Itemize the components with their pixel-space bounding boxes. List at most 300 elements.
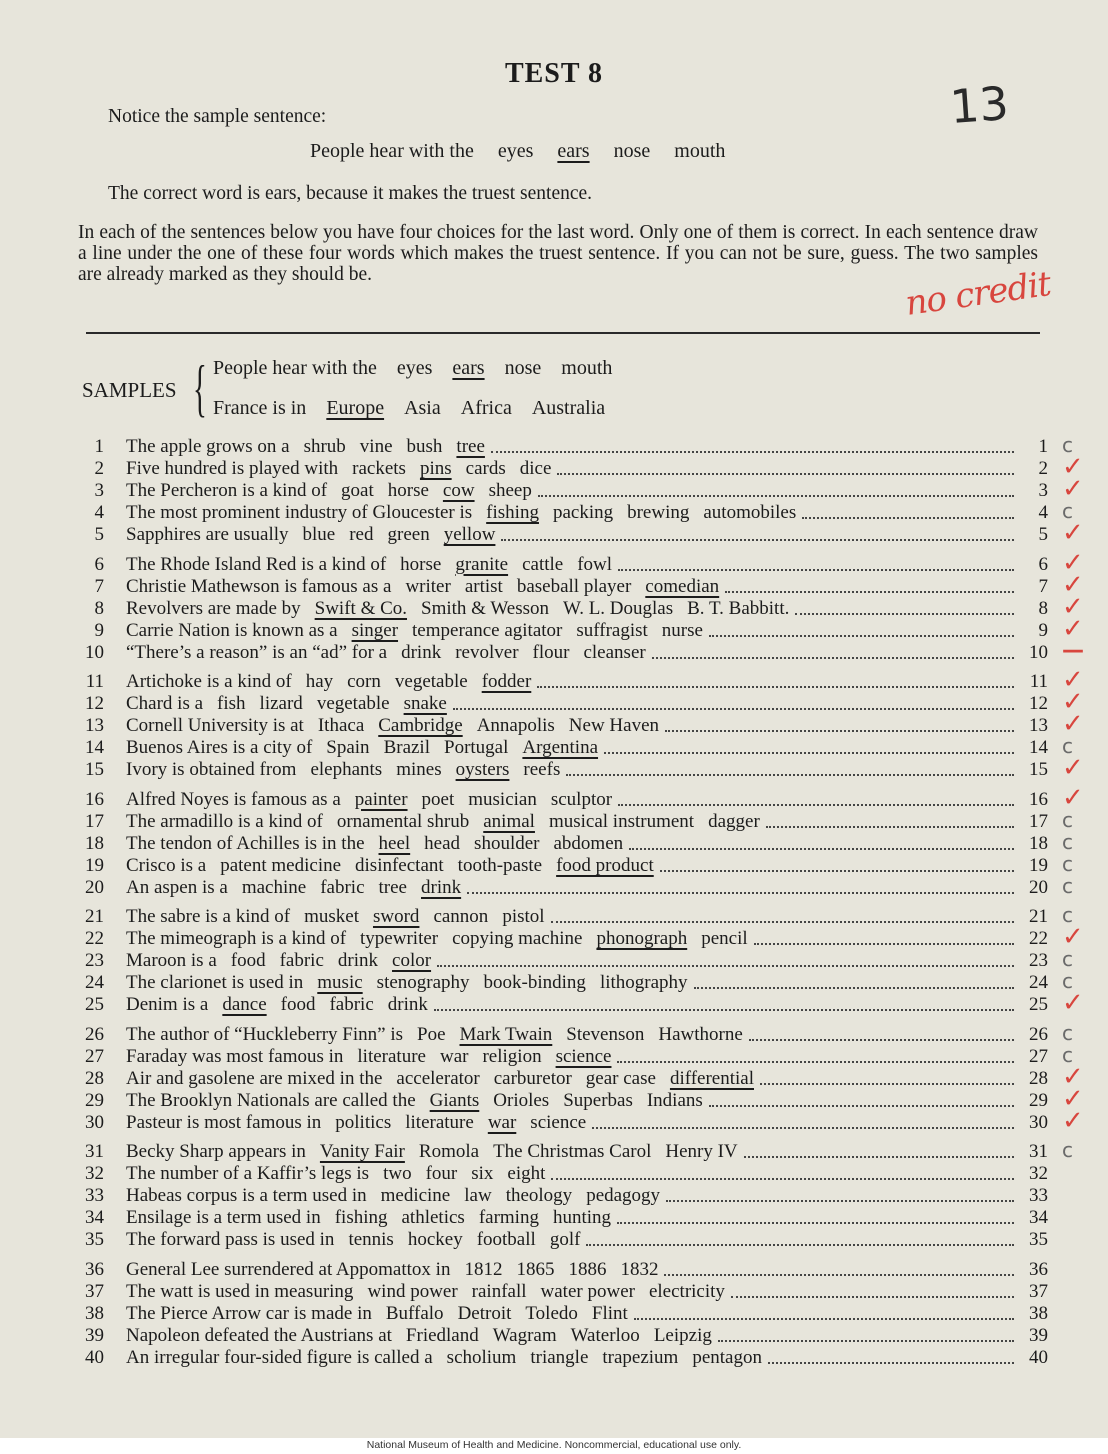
answer-choice[interactable]: fabric (279, 950, 324, 972)
test-item (78, 833, 1048, 855)
answer-choice[interactable]: triangle (530, 1346, 589, 1368)
dot-leader (434, 1009, 1014, 1011)
answer-choice[interactable]: medicine (380, 1185, 451, 1207)
answer-choice[interactable]: gear case (585, 1067, 656, 1089)
item-number-right: 24 (1029, 972, 1048, 994)
answer-choice[interactable]: tree (456, 436, 485, 457)
correct-word-note: The correct word is ears, because it makes the truest sentence. (108, 183, 593, 204)
answer-choice[interactable]: reefs (523, 759, 561, 781)
dot-leader (754, 943, 1014, 945)
answer-choice[interactable]: Asia (404, 397, 441, 419)
test-item (78, 877, 1048, 899)
answer-choice[interactable]: fish (217, 693, 246, 715)
sentence-stem: The Rhode Island Red is a kind of (126, 553, 387, 575)
item-number-right: 34 (1029, 1207, 1048, 1229)
answer-choice[interactable]: Leipzig (653, 1324, 712, 1346)
dot-leader (629, 848, 1014, 850)
dot-leader (617, 1061, 1014, 1063)
item-number: 5 (94, 524, 104, 546)
item-number-right: 31 (1029, 1141, 1048, 1162)
item-number: 7 (94, 575, 104, 597)
item-sentence (126, 436, 485, 458)
item-number: 18 (85, 832, 104, 854)
answer-choice[interactable]: Annapolis (476, 715, 555, 737)
answer-choice[interactable]: bush (406, 436, 443, 457)
answer-choice[interactable]: nurse (661, 619, 703, 641)
item-number: 17 (85, 810, 104, 832)
item-number: 6 (94, 553, 104, 575)
item-number: 37 (85, 1280, 104, 1302)
answer-choice[interactable]: poet (421, 788, 455, 810)
answer-choice[interactable]: football (476, 1229, 536, 1251)
answer-choice[interactable]: cleanser (583, 641, 646, 663)
answer-choice[interactable]: musician (468, 788, 537, 810)
check-mark-icon: ✓ (1062, 518, 1084, 549)
answer-choice[interactable]: baseball player (516, 575, 632, 597)
sentence-stem: The sabre is a kind of (126, 906, 291, 927)
answer-choice[interactable]: phonograph (596, 928, 688, 950)
answer-choice[interactable]: shoulder (474, 832, 540, 854)
item-sentence (126, 502, 796, 524)
answer-choice[interactable]: pistol (502, 906, 545, 927)
answer-choice[interactable]: W. L. Douglas (563, 597, 674, 619)
answer-choice[interactable]: Romola (418, 1141, 480, 1162)
answer-choice[interactable]: food (230, 950, 266, 972)
answer-choice[interactable]: eyes (497, 140, 534, 162)
item-number: 40 (85, 1346, 104, 1368)
answer-choice[interactable]: Toledo (525, 1302, 578, 1324)
answer-choice[interactable]: nose (613, 140, 651, 162)
answer-choice[interactable]: vegetable (394, 671, 468, 692)
check-mark-icon: ✓ (1062, 782, 1084, 813)
answer-choice[interactable]: lithography (599, 972, 688, 994)
item-sentence (126, 833, 623, 855)
answer-choice[interactable]: pentagon (692, 1346, 762, 1368)
answer-choice[interactable]: war (439, 1045, 469, 1067)
answer-choice[interactable]: 1812 (464, 1258, 503, 1280)
answer-choice[interactable]: granite (455, 553, 509, 575)
answer-choice[interactable]: packing (552, 502, 614, 524)
c-mark-icon: c (1062, 873, 1073, 898)
answer-choice[interactable]: Hawthorne (658, 1023, 743, 1045)
dot-leader (694, 987, 1014, 989)
dot-leader (453, 708, 1014, 710)
item-number: 31 (85, 1141, 104, 1162)
sentence-stem: The forward pass is used in (126, 1229, 335, 1251)
answer-choice[interactable]: war (487, 1111, 517, 1133)
answer-choice[interactable]: fabric (320, 876, 365, 898)
answer-choice[interactable]: theology (505, 1185, 573, 1207)
item-sentence (126, 1303, 628, 1325)
answer-choice[interactable]: temperance agitator (412, 619, 563, 641)
test-item (78, 1185, 1048, 1207)
answer-choice[interactable]: disinfectant (355, 854, 444, 876)
sentence-stem: People hear with the (213, 357, 377, 379)
answer-choice[interactable]: cannon (433, 906, 489, 927)
answer-choice[interactable]: goat (341, 480, 374, 502)
answer-choice[interactable]: typewriter (360, 928, 439, 950)
item-sentence (126, 480, 532, 502)
sentence-stem: Becky Sharp appears in (126, 1141, 306, 1162)
check-mark-icon: ✓ (1062, 687, 1084, 718)
sentence-stem: The clarionet is used in (126, 972, 304, 994)
item-number-right: 29 (1029, 1089, 1048, 1111)
item-number-right: 1 (1038, 436, 1048, 457)
answer-choice[interactable]: electricity (648, 1280, 725, 1302)
item-sentence (126, 1185, 660, 1207)
sentence-stem: Chard is a (126, 693, 204, 715)
answer-choice[interactable]: ornamental shrub (336, 810, 470, 832)
c-mark-icon: c (1062, 807, 1073, 832)
answer-choice[interactable]: law (464, 1185, 492, 1207)
item-sentence (126, 877, 461, 899)
answer-choice[interactable]: Poe (417, 1023, 446, 1045)
answer-choice[interactable]: differential (669, 1067, 754, 1089)
answer-choice[interactable]: 1832 (620, 1258, 659, 1280)
answer-choice[interactable]: artist (464, 575, 503, 597)
sentence-stem: The Pierce Arrow car is made in (126, 1302, 372, 1324)
item-number: 3 (94, 480, 104, 502)
test-item (78, 1024, 1048, 1046)
sentence-stem: The Percheron is a kind of (126, 480, 328, 502)
answer-choice[interactable]: tree (378, 876, 407, 898)
answer-choice[interactable]: 1886 (568, 1258, 607, 1280)
answer-choice[interactable]: head (424, 832, 461, 854)
answer-choice[interactable]: Detroit (457, 1302, 512, 1324)
sentence-stem: Artichoke is a kind of (126, 671, 292, 692)
item-number: 12 (85, 693, 104, 715)
answer-choice[interactable]: food (280, 994, 316, 1016)
answer-choice[interactable]: stenography (376, 972, 470, 994)
answer-choice[interactable]: eight (507, 1163, 546, 1185)
answer-choice[interactable]: brewing (627, 502, 690, 524)
answer-choice[interactable]: athletics (401, 1207, 465, 1229)
answer-choice[interactable]: literature (405, 1111, 474, 1133)
answer-choice[interactable]: mouth (674, 140, 726, 162)
answer-choice[interactable]: comedian (645, 575, 720, 597)
answer-choice[interactable]: automobiles (703, 502, 797, 524)
answer-choice[interactable]: musket (304, 906, 359, 927)
answer-choice[interactable]: Africa (460, 397, 512, 419)
answer-choice[interactable]: machine (241, 876, 307, 898)
sentence-stem: Ensilage is a term used in (126, 1207, 321, 1229)
answer-choice[interactable]: vine (359, 436, 393, 457)
sentence-stem: Cornell University is at (126, 715, 304, 737)
answer-choice[interactable]: music (317, 972, 363, 994)
answer-choice[interactable]: dance (222, 994, 267, 1016)
answer-choice[interactable]: fishing (486, 502, 539, 524)
answer-choice[interactable]: Europe (326, 397, 385, 419)
item-number-right: 26 (1029, 1023, 1048, 1045)
test-item (78, 1141, 1048, 1163)
answer-choice[interactable]: Orioles (493, 1089, 550, 1111)
answer-choice[interactable]: lizard (259, 693, 303, 715)
test-item (78, 950, 1048, 972)
dot-leader (744, 1156, 1014, 1158)
answer-choice[interactable]: carburetor (493, 1067, 572, 1089)
sentence-stem: Maroon is a (126, 950, 217, 972)
test-item (78, 671, 1048, 693)
answer-choice[interactable]: drink (401, 641, 442, 663)
answer-choice[interactable]: drink (421, 876, 462, 898)
sentence-stem: Denim is a (126, 994, 209, 1016)
answer-choice[interactable]: pins (419, 458, 452, 480)
test-item (78, 1090, 1048, 1112)
answer-choice[interactable]: Portugal (444, 737, 509, 759)
sentence-stem: The tendon of Achilles is in the (126, 832, 365, 854)
answer-choice[interactable]: cow (442, 480, 475, 502)
sentence-stem: Buenos Aires is a city of (126, 737, 313, 759)
answer-choice[interactable]: eyes (396, 357, 433, 379)
answer-choice[interactable]: fishing (334, 1207, 388, 1229)
item-number: 26 (85, 1023, 104, 1045)
item-sentence (126, 759, 560, 781)
answer-choice[interactable]: horse (400, 553, 442, 575)
item-number-right: 10 (1029, 641, 1048, 663)
item-sentence (126, 642, 646, 664)
answer-choice[interactable]: food product (556, 854, 654, 876)
dot-leader (760, 1083, 1014, 1085)
answer-choice[interactable]: sheep (488, 480, 532, 502)
dot-leader (634, 1318, 1014, 1320)
answer-choice[interactable]: sculptor (550, 788, 613, 810)
answer-choice[interactable]: New Haven (568, 715, 660, 737)
brace-icon: { (193, 352, 207, 423)
c-mark-icon: c (1062, 1042, 1073, 1067)
answer-choice[interactable]: blue (302, 524, 336, 546)
page-title: TEST 8 (504, 58, 604, 89)
item-sentence (126, 1325, 712, 1347)
answer-choice[interactable]: water power (540, 1280, 635, 1302)
item-number: 34 (85, 1207, 104, 1229)
answer-choice[interactable]: Henry IV (665, 1141, 738, 1162)
answer-choice[interactable]: cattle (522, 553, 564, 575)
answer-choice[interactable]: ears (557, 140, 590, 162)
answer-choice[interactable]: Spain (326, 737, 370, 759)
answer-choice[interactable]: book-binding (483, 972, 586, 994)
answer-choice[interactable]: painter (354, 788, 408, 810)
answer-choice[interactable]: dice (519, 458, 552, 480)
answer-choice[interactable]: vegetable (316, 693, 390, 715)
answer-choice[interactable]: oysters (455, 759, 510, 781)
answer-choice[interactable]: patent medicine (220, 854, 342, 876)
answer-choice[interactable]: hay (305, 671, 334, 692)
answer-choice[interactable]: ears (452, 357, 485, 379)
answer-choice[interactable]: color (392, 950, 432, 972)
answer-choice[interactable]: Smith & Wesson (421, 597, 549, 619)
item-number-right: 32 (1029, 1163, 1048, 1185)
item-sentence (126, 598, 789, 620)
answer-choice[interactable]: copying machine (452, 928, 583, 950)
item-number-right: 38 (1029, 1302, 1048, 1324)
answer-choice[interactable]: religion (482, 1045, 542, 1067)
answer-choice[interactable]: rackets (352, 458, 406, 480)
c-mark-icon: c (1062, 1138, 1073, 1162)
item-number-right: 33 (1029, 1185, 1048, 1207)
check-mark-icon: ✓ (1062, 665, 1084, 695)
dot-leader (604, 752, 1014, 754)
answer-choice[interactable]: fodder (481, 671, 532, 692)
item-number: 14 (85, 737, 104, 759)
answer-choice[interactable]: Brazil (383, 737, 430, 759)
item-sentence (126, 1141, 738, 1163)
check-mark-icon: ✓ (1062, 452, 1084, 483)
answer-choice[interactable]: science (530, 1111, 587, 1133)
footer-credit: National Museum of Health and Medicine. Noncommercial, educational use only. (0, 1438, 1108, 1454)
answer-choice[interactable]: rainfall (471, 1280, 527, 1302)
answer-choice[interactable]: fowl (577, 553, 613, 575)
check-mark-icon: ✓ (1062, 591, 1084, 622)
dot-leader (618, 569, 1014, 571)
answer-choice[interactable]: pedagogy (586, 1185, 661, 1207)
answer-choice[interactable]: two (383, 1163, 412, 1185)
answer-choice[interactable]: cards (465, 458, 506, 480)
answer-choice[interactable]: six (471, 1163, 494, 1185)
check-mark-icon: ✓ (1062, 1061, 1084, 1092)
answer-choice[interactable]: suffragist (576, 619, 648, 641)
item-number-right: 13 (1029, 715, 1048, 737)
item-sentence (126, 715, 659, 737)
answer-choice[interactable]: pencil (701, 928, 748, 950)
sentence-stem: People hear with the (310, 140, 474, 162)
c-mark-icon: c (1062, 851, 1073, 876)
answer-choice[interactable]: Waterloo (570, 1324, 640, 1346)
item-sentence (126, 811, 760, 833)
c-mark-icon: c (1062, 903, 1073, 927)
answer-choice[interactable]: musical instrument (548, 810, 695, 832)
item-number-right: 27 (1029, 1045, 1048, 1067)
item-number: 11 (85, 671, 104, 692)
answer-choice[interactable]: four (425, 1163, 458, 1185)
answer-choice[interactable]: red (349, 524, 374, 546)
answer-choice[interactable]: elephants (310, 759, 383, 781)
item-number: 23 (85, 950, 104, 972)
answer-choice[interactable]: writer (405, 575, 451, 597)
test-item (78, 811, 1048, 833)
answer-choice[interactable]: farming (478, 1207, 539, 1229)
answer-choice[interactable]: Swift & Co. (314, 597, 408, 619)
item-sentence (126, 693, 447, 715)
divider-rule (86, 332, 1040, 334)
sample-row (213, 357, 612, 380)
answer-choice[interactable]: fabric (329, 994, 374, 1016)
dot-leader (666, 1200, 1014, 1202)
item-number: 22 (85, 928, 104, 950)
answer-choice[interactable]: trapezium (602, 1346, 679, 1368)
sentence-stem: The number of a Kaffir’s legs is (126, 1163, 370, 1185)
answer-choice[interactable]: scholium (446, 1346, 517, 1368)
answer-choice[interactable]: sword (372, 906, 420, 927)
answer-choice[interactable]: Mark Twain (459, 1023, 553, 1045)
test-item (78, 480, 1048, 502)
answer-choice[interactable]: mouth (561, 357, 613, 379)
answer-choice[interactable]: horse (387, 480, 429, 502)
answer-choice[interactable]: Argentina (522, 737, 599, 759)
answer-choice[interactable]: nose (504, 357, 542, 379)
answer-choice[interactable]: science (555, 1045, 612, 1067)
answer-choice[interactable]: revolver (455, 641, 519, 663)
test-item (78, 1347, 1048, 1369)
answer-choice[interactable]: green (387, 524, 430, 546)
item-number: 21 (85, 906, 104, 927)
notice-text: Notice the sample sentence: (108, 106, 327, 127)
item-number-right: 35 (1029, 1229, 1048, 1251)
item-number-right: 25 (1029, 994, 1048, 1016)
answer-choice[interactable]: shrub (303, 436, 346, 457)
item-number-right: 19 (1029, 854, 1048, 876)
answer-choice[interactable]: mines (396, 759, 442, 781)
answer-choice[interactable]: politics (335, 1111, 392, 1133)
answer-choice[interactable]: 1865 (516, 1258, 555, 1280)
answer-choice[interactable]: literature (357, 1045, 426, 1067)
test-item (78, 1229, 1048, 1251)
answer-choice[interactable]: dagger (708, 810, 760, 832)
answer-choice[interactable]: Giants (429, 1089, 480, 1111)
answer-choice[interactable]: animal (483, 810, 535, 832)
answer-choice[interactable]: tennis (348, 1229, 394, 1251)
answer-choice[interactable]: flour (532, 641, 570, 663)
answer-choice[interactable]: golf (549, 1229, 581, 1251)
answer-choice[interactable]: Flint (591, 1302, 628, 1324)
answer-choice[interactable]: tooth-paste (457, 854, 543, 876)
answer-choice[interactable]: Stevenson (566, 1023, 645, 1045)
answer-choice[interactable]: B. T. Babbitt. (687, 597, 790, 619)
answer-choice[interactable]: drink (337, 950, 379, 972)
check-mark-icon: ✓ (1062, 1083, 1084, 1114)
test-item (78, 789, 1048, 811)
item-sentence (126, 994, 428, 1016)
answer-choice[interactable]: Ithaca (317, 715, 365, 737)
check-mark-icon: ✓ (1062, 709, 1084, 740)
dot-leader (491, 451, 1014, 453)
answer-choice[interactable]: yellow (443, 524, 496, 546)
answer-choice[interactable]: Friedland (405, 1324, 479, 1346)
answer-choice[interactable]: drink (387, 994, 428, 1016)
dot-leader (501, 539, 1014, 541)
item-number: 15 (85, 759, 104, 781)
answer-choice[interactable]: Australia (531, 397, 606, 419)
item-sentence (126, 671, 531, 693)
test-item (78, 972, 1048, 994)
item-number: 35 (85, 1229, 104, 1251)
test-item (78, 1068, 1048, 1090)
item-sentence (126, 1046, 611, 1068)
answer-choice[interactable]: Cambridge (378, 715, 463, 737)
item-sentence (126, 1229, 580, 1251)
answer-choice[interactable]: singer (351, 619, 399, 641)
item-number-right: 7 (1038, 575, 1048, 597)
answer-choice[interactable]: Indians (646, 1089, 703, 1111)
answer-choice[interactable]: snake (403, 693, 447, 715)
sentence-stem: The mimeograph is a kind of (126, 928, 347, 950)
answer-choice[interactable]: accelerator (396, 1067, 480, 1089)
dot-leader (618, 804, 1014, 806)
answer-choice[interactable]: Buffalo (385, 1302, 444, 1324)
answer-choice[interactable]: Wagram (492, 1324, 557, 1346)
item-number: 27 (85, 1045, 104, 1067)
answer-choice[interactable]: abdomen (553, 832, 624, 854)
answer-choice[interactable]: corn (347, 671, 381, 692)
answer-choice[interactable]: wind power (367, 1280, 458, 1302)
answer-choice[interactable]: Vanity Fair (319, 1141, 405, 1162)
answer-choice[interactable]: hockey (407, 1229, 463, 1251)
answer-choice[interactable]: hunting (552, 1207, 612, 1229)
answer-choice[interactable]: Superbas (563, 1089, 633, 1111)
sentence-stem: An irregular four-sided figure is called a (126, 1346, 433, 1368)
test-item (78, 737, 1048, 759)
answer-choice[interactable]: heel (378, 832, 411, 854)
answer-choice[interactable]: The Christmas Carol (493, 1141, 652, 1162)
